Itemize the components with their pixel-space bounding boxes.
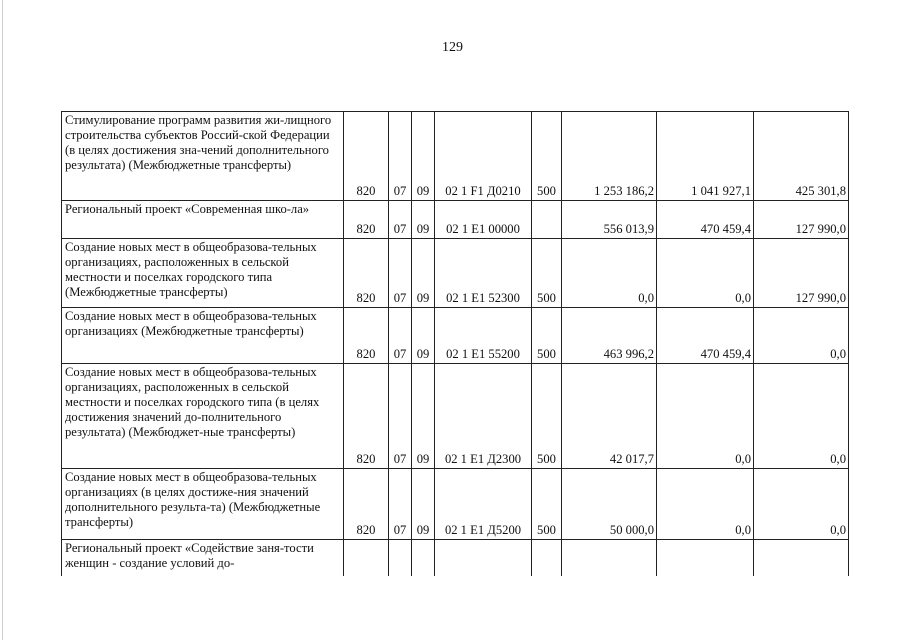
cell-gr: 820 <box>344 364 389 469</box>
row-name: Региональный проект «Содействие заня-тости женщин - создание условий до- <box>62 540 344 576</box>
table-row <box>62 201 849 239</box>
cell-gr: 820 <box>344 308 389 364</box>
cell-year2: 470 459,4 <box>657 308 754 364</box>
cell-rz: 07 <box>389 364 412 469</box>
table-row <box>62 469 849 540</box>
cell-year3: 0,0 <box>754 308 849 364</box>
cell-csr: 02 1 E1 52300 <box>435 239 532 308</box>
cell-csr <box>435 540 532 576</box>
cell-year2: 0,0 <box>657 469 754 540</box>
page-left-edge-line <box>2 0 3 640</box>
cell-year2: 1 041 927,1 <box>657 112 754 201</box>
cell-vr: 500 <box>532 364 562 469</box>
cell-rz: 07 <box>389 308 412 364</box>
table-row <box>62 239 849 308</box>
cell-csr: 02 1 E1 Д5200 <box>435 469 532 540</box>
cell-rz: 07 <box>389 469 412 540</box>
cell-year1: 0,0 <box>562 239 657 308</box>
cell-gr: 820 <box>344 239 389 308</box>
cell-csr: 02 1 E1 55200 <box>435 308 532 364</box>
row-name: Стимулирование программ развития жи-лищного строительства субъектов Россий-ской Федерации (в целях достижения зна-чений дополнительного результата) (Межбюджетные трансферты) <box>62 112 344 201</box>
cell-year3: 0,0 <box>754 364 849 469</box>
cell-vr: 500 <box>532 469 562 540</box>
cell-vr <box>532 540 562 576</box>
cell-pr: 09 <box>412 239 435 308</box>
cell-year3: 127 990,0 <box>754 239 849 308</box>
cell-pr: 09 <box>412 201 435 239</box>
cell-year1: 42 017,7 <box>562 364 657 469</box>
cell-year1: 463 996,2 <box>562 308 657 364</box>
table-row <box>62 364 849 469</box>
row-name: Региональный проект «Современная шко-ла» <box>62 201 344 239</box>
cell-pr: 09 <box>412 112 435 201</box>
cell-year1 <box>562 540 657 576</box>
cell-year3: 127 990,0 <box>754 201 849 239</box>
table-row <box>62 112 849 201</box>
row-name: Создание новых мест в общеобразова-тельных организациях (Межбюджетные трансферты) <box>62 308 344 364</box>
cell-year2: 0,0 <box>657 239 754 308</box>
cell-pr: 09 <box>412 364 435 469</box>
cell-pr: 09 <box>412 308 435 364</box>
cell-pr <box>412 540 435 576</box>
cell-pr: 09 <box>412 469 435 540</box>
cell-year2 <box>657 540 754 576</box>
table-row <box>62 308 849 364</box>
cell-year2: 470 459,4 <box>657 201 754 239</box>
cell-vr: 500 <box>532 308 562 364</box>
cell-csr: 02 1 F1 Д0210 <box>435 112 532 201</box>
cell-vr: 500 <box>532 239 562 308</box>
cell-year1: 556 013,9 <box>562 201 657 239</box>
cell-year2: 0,0 <box>657 364 754 469</box>
cell-gr: 820 <box>344 201 389 239</box>
row-name: Создание новых мест в общеобразова-тельных организациях, расположенных в сельской местности и поселках городского типа (Межбюджетные трансферты) <box>62 239 344 308</box>
cell-rz <box>389 540 412 576</box>
cell-year3: 0,0 <box>754 469 849 540</box>
cell-year3: 425 301,8 <box>754 112 849 201</box>
row-name: Создание новых мест в общеобразова-тельных организациях, расположенных в сельской местности и поселках городского типа (в целях достижения значений до-полнительного результата) (Межбюджет-ные трансферты) <box>62 364 344 469</box>
cell-csr: 02 1 E1 Д2300 <box>435 364 532 469</box>
budget-table <box>61 111 849 576</box>
cell-csr: 02 1 E1 00000 <box>435 201 532 239</box>
cell-rz: 07 <box>389 112 412 201</box>
cell-vr <box>532 201 562 239</box>
table-row <box>62 540 849 576</box>
row-name: Создание новых мест в общеобразова-тельных организациях (в целях достиже-ния значений дополнительного результа-та) (Межбюджетные трансферты) <box>62 469 344 540</box>
cell-gr <box>344 540 389 576</box>
cell-gr: 820 <box>344 112 389 201</box>
cell-gr: 820 <box>344 469 389 540</box>
cell-rz: 07 <box>389 239 412 308</box>
cell-year1: 50 000,0 <box>562 469 657 540</box>
cell-rz: 07 <box>389 201 412 239</box>
cell-year3 <box>754 540 849 576</box>
cell-vr: 500 <box>532 112 562 201</box>
page-number: 129 <box>442 40 463 55</box>
cell-year1: 1 253 186,2 <box>562 112 657 201</box>
